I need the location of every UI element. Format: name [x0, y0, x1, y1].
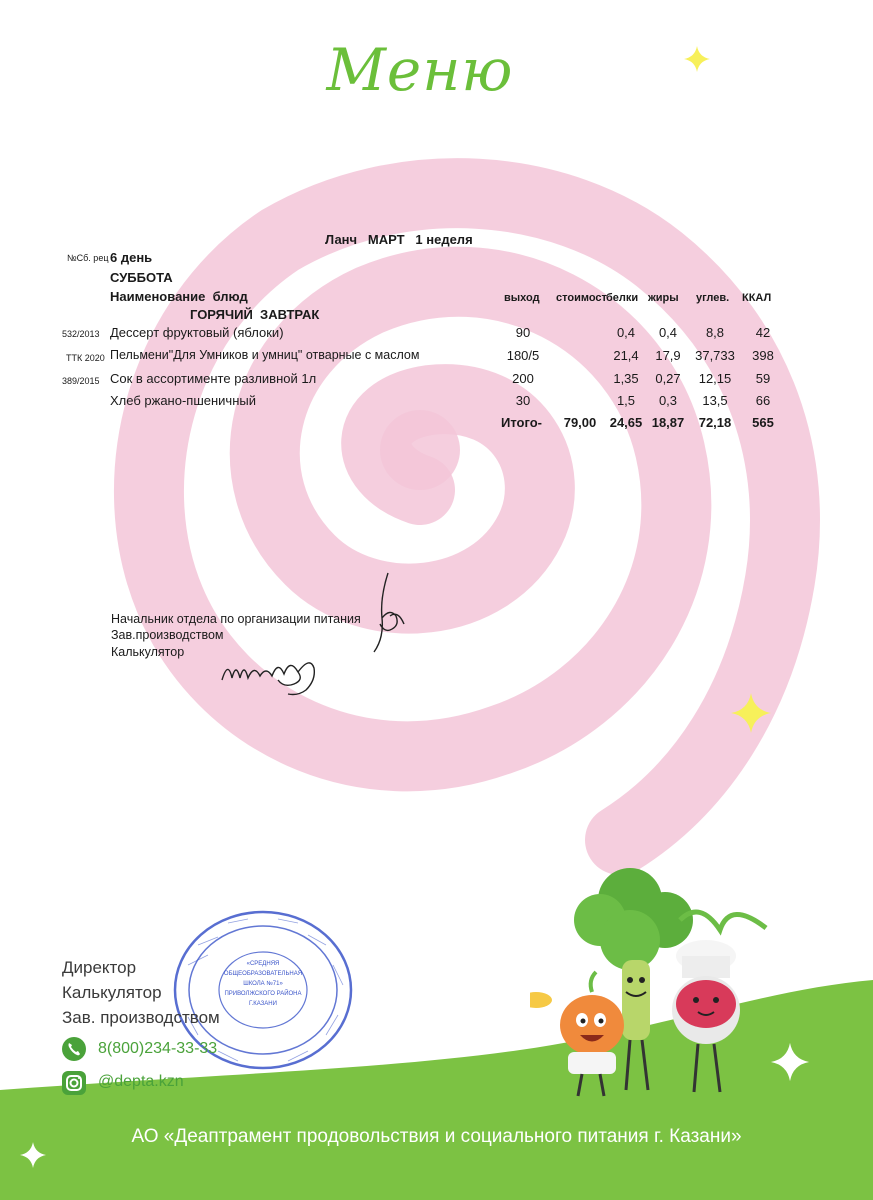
row-dish-name: Пельмени"Для Умников и умниц" отварные с маслом: [110, 348, 420, 362]
row-kcal: 59: [755, 371, 771, 386]
row-protein: 21,4: [613, 348, 639, 363]
footer-director: Директор: [62, 958, 137, 977]
row-carbs: 37,733: [695, 348, 735, 363]
row-dish-name: Дессерт фруктовый (яблоки): [110, 325, 284, 340]
row-fat: 0,27: [655, 371, 681, 386]
row-fat: 0,3: [658, 393, 678, 408]
row-recipe: ТТК 2020: [66, 353, 105, 363]
column-fat: жиры: [648, 292, 679, 304]
footer-phone[interactable]: 8(800)234-33-33: [98, 1040, 218, 1057]
instagram-icon: [61, 1070, 87, 1096]
row-protein: 0,4: [616, 325, 636, 340]
svg-text:Г.КАЗАНИ: Г.КАЗАНИ: [249, 1001, 277, 1007]
star-icon: [768, 1040, 812, 1084]
signature-calculator: Калькулятор: [111, 645, 185, 659]
vegetable-characters: [530, 860, 790, 1110]
dish-column-header: Наименование блюд: [110, 289, 248, 304]
row-protein: 1,5: [616, 393, 636, 408]
footer-production: Зав. производством: [62, 1008, 220, 1027]
row-output: 30: [515, 393, 531, 408]
svg-text:«СРЕДНЯЯ: «СРЕДНЯЯ: [246, 961, 280, 967]
row-recipe: 532/2013: [62, 329, 100, 339]
signature: [218, 650, 328, 700]
row-kcal: 398: [752, 348, 774, 363]
column-cost: стоимост: [556, 292, 607, 304]
day-label: 6 день: [110, 250, 153, 265]
star-icon: [18, 1140, 48, 1170]
footer-instagram[interactable]: @depta.kzn: [98, 1073, 184, 1090]
row-kcal: 42: [755, 325, 771, 340]
row-output: 90: [515, 325, 531, 340]
phone-icon: [61, 1036, 87, 1062]
row-kcal: 66: [755, 393, 771, 408]
recipe-column-label: №Сб. рец: [67, 253, 109, 263]
row-protein: 1,35: [613, 371, 639, 386]
signature-production: Зав.производством: [111, 628, 224, 642]
total-cost: 79,00: [563, 415, 597, 430]
svg-text:ШКОЛА №71»: ШКОЛА №71»: [243, 981, 283, 987]
svg-text:ОБЩЕОБРАЗОВАТЕЛЬНАЯ: ОБЩЕОБРАЗОВАТЕЛЬНАЯ: [223, 971, 303, 977]
row-dish-name: Хлеб ржано-пшеничный: [110, 393, 256, 408]
row-fat: 17,9: [655, 348, 681, 363]
row-carbs: 13,5: [702, 393, 728, 408]
row-output: 200: [512, 371, 534, 386]
signature-head-catering: Начальник отдела по организации питания: [111, 612, 361, 626]
column-output: выход: [504, 292, 540, 304]
footer-calculator: Калькулятор: [62, 983, 162, 1002]
menu-header: Ланч МАРТ 1 неделя: [325, 232, 473, 247]
weekday-label: СУББОТА: [110, 270, 173, 285]
row-output: 180/5: [506, 348, 540, 363]
total-kcal: 565: [752, 415, 774, 430]
company-name: АО «Деаптрамент продовольствия и социального питания г. Казани»: [131, 1126, 742, 1147]
row-carbs: 8,8: [705, 325, 725, 340]
total-protein: 24,65: [609, 415, 643, 430]
row-recipe: 389/2015: [62, 376, 100, 386]
star-icon: [728, 690, 774, 736]
svg-text:ПРИВОЛЖСКОГО РАЙОНА: ПРИВОЛЖСКОГО РАЙОНА: [224, 991, 302, 997]
signature: [360, 568, 410, 658]
column-carbs: углев.: [696, 292, 730, 304]
column-kcal: ККАЛ: [742, 292, 772, 304]
row-fat: 0,4: [658, 325, 678, 340]
page-title: Меню: [326, 36, 514, 104]
column-protein: белки: [606, 292, 639, 304]
total-label: Итого-: [501, 415, 542, 430]
total-carbs: 72,18: [698, 415, 732, 430]
row-carbs: 12,15: [698, 371, 732, 386]
section-title: ГОРЯЧИЙ ЗАВТРАК: [190, 307, 320, 322]
row-dish-name: Сок в ассортименте разливной 1л: [110, 371, 317, 386]
total-fat: 18,87: [651, 415, 685, 430]
